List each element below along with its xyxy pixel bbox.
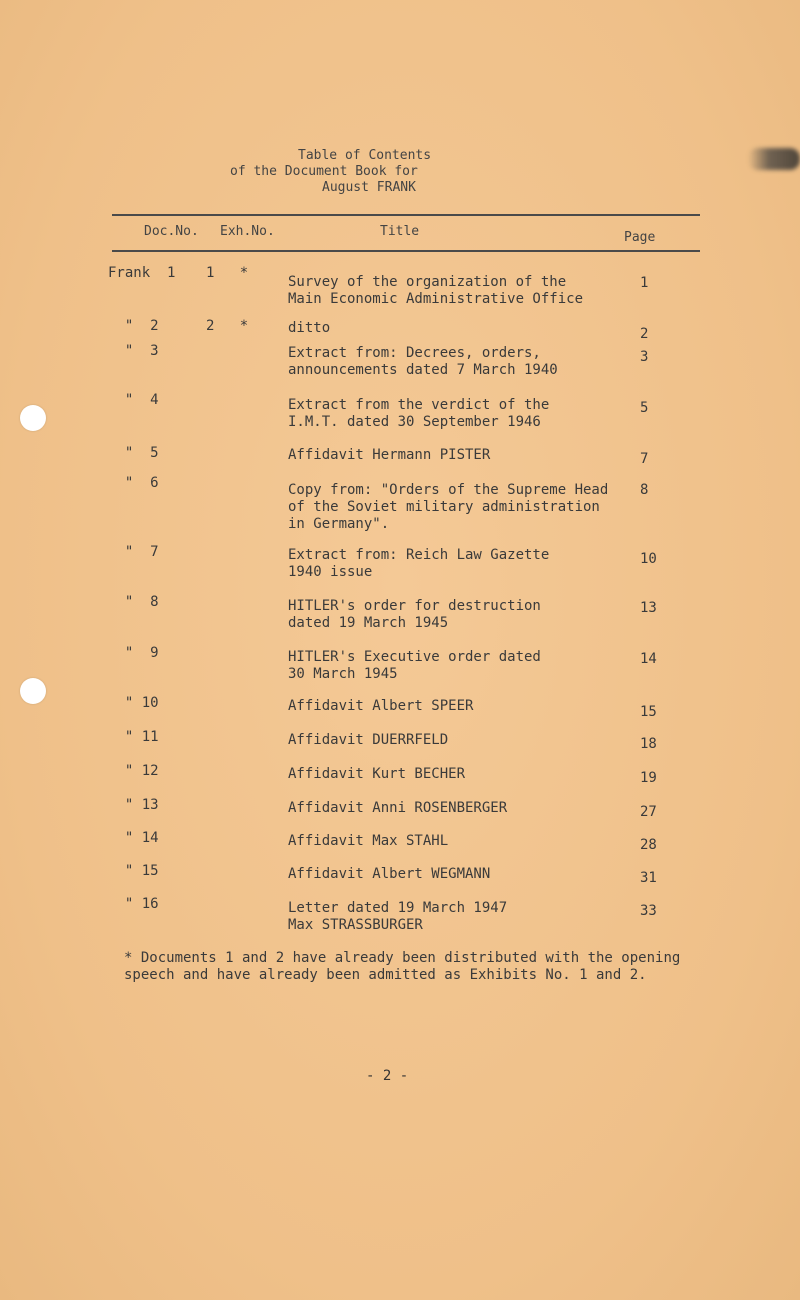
heading-line-3: August FRANK bbox=[322, 180, 416, 195]
document-heading bbox=[180, 148, 510, 196]
page-ref: 28 bbox=[640, 837, 657, 853]
column-title: Title bbox=[380, 224, 420, 239]
row-title: Affidavit Anni ROSENBERGER bbox=[288, 800, 508, 816]
page-ref: 33 bbox=[640, 903, 657, 919]
punch-hole bbox=[20, 405, 46, 431]
column-doc-no: Doc.No. bbox=[144, 224, 199, 239]
doc-no: Frank 1 bbox=[108, 265, 176, 281]
page-ref: 19 bbox=[640, 770, 657, 786]
column-page: Page bbox=[624, 230, 656, 245]
column-exh-no: Exh.No. bbox=[220, 224, 275, 239]
row-title: Affidavit Albert WEGMANN bbox=[288, 866, 491, 882]
row-title: Affidavit Hermann PISTER bbox=[288, 447, 491, 463]
footnote: * Documents 1 and 2 have already been distributed with the opening speech and have already been admitted as Exhibits No. 1 and 2. bbox=[124, 950, 681, 983]
page-ref: 18 bbox=[640, 736, 657, 752]
table-top-rule bbox=[112, 214, 700, 216]
doc-no: " 13 bbox=[108, 797, 159, 813]
row-title: Copy from: "Orders of the Supreme Head of the Soviet military administration in Germany". bbox=[288, 482, 609, 532]
table-header-rule bbox=[112, 250, 700, 252]
row-title: ditto bbox=[288, 320, 331, 336]
doc-no: " 6 bbox=[108, 475, 159, 491]
row-title: Extract from: Decrees, orders, announcements dated 7 March 1940 bbox=[288, 345, 558, 378]
exh-no: 2 * bbox=[206, 318, 249, 334]
punch-hole bbox=[20, 678, 46, 704]
doc-no: " 7 bbox=[108, 544, 159, 560]
page-ref: 10 bbox=[640, 551, 657, 567]
doc-no: " 5 bbox=[108, 445, 159, 461]
row-title: HITLER's Executive order dated 30 March 1945 bbox=[288, 649, 541, 682]
doc-no: " 3 bbox=[108, 343, 159, 359]
heading-line-2: of the Document Book for bbox=[230, 164, 418, 179]
doc-no: " 12 bbox=[108, 763, 159, 779]
doc-no: " 9 bbox=[108, 645, 159, 661]
page-number: - 2 - bbox=[366, 1068, 409, 1084]
page-ref: 15 bbox=[640, 704, 657, 720]
exh-no: 1 * bbox=[206, 265, 249, 281]
page-ref: 1 bbox=[640, 275, 649, 291]
doc-no: " 14 bbox=[108, 830, 159, 846]
page-ref: 7 bbox=[640, 451, 649, 467]
doc-no: " 16 bbox=[108, 896, 159, 912]
row-title: Letter dated 19 March 1947 Max STRASSBURGER bbox=[288, 900, 508, 933]
row-title: Affidavit DUERRFELD bbox=[288, 732, 449, 748]
page-ref: 13 bbox=[640, 600, 657, 616]
ink-smudge bbox=[748, 148, 800, 170]
page-ref: 14 bbox=[640, 651, 657, 667]
page-ref: 5 bbox=[640, 400, 649, 416]
page-ref: 27 bbox=[640, 804, 657, 820]
row-title: Extract from: Reich Law Gazette 1940 issue bbox=[288, 547, 550, 580]
doc-no: " 11 bbox=[108, 729, 159, 745]
row-title: Extract from the verdict of the I.M.T. dated 30 September 1946 bbox=[288, 397, 550, 430]
doc-no: " 15 bbox=[108, 863, 159, 879]
page-ref: 3 bbox=[640, 349, 649, 365]
row-title: HITLER's order for destruction dated 19 March 1945 bbox=[288, 598, 541, 631]
page-ref: 31 bbox=[640, 870, 657, 886]
heading-line-1: Table of Contents bbox=[298, 148, 432, 163]
doc-no: " 10 bbox=[108, 695, 159, 711]
doc-no: " 8 bbox=[108, 594, 159, 610]
row-title: Survey of the organization of the Main Economic Administrative Office bbox=[288, 274, 584, 307]
doc-no: " 2 bbox=[108, 318, 159, 334]
row-title: Affidavit Albert SPEER bbox=[288, 698, 474, 714]
row-title: Affidavit Max STAHL bbox=[288, 833, 449, 849]
page-ref: 2 bbox=[640, 326, 649, 342]
doc-no: " 4 bbox=[108, 392, 159, 408]
row-title: Affidavit Kurt BECHER bbox=[288, 766, 466, 782]
page-ref: 8 bbox=[640, 482, 649, 498]
